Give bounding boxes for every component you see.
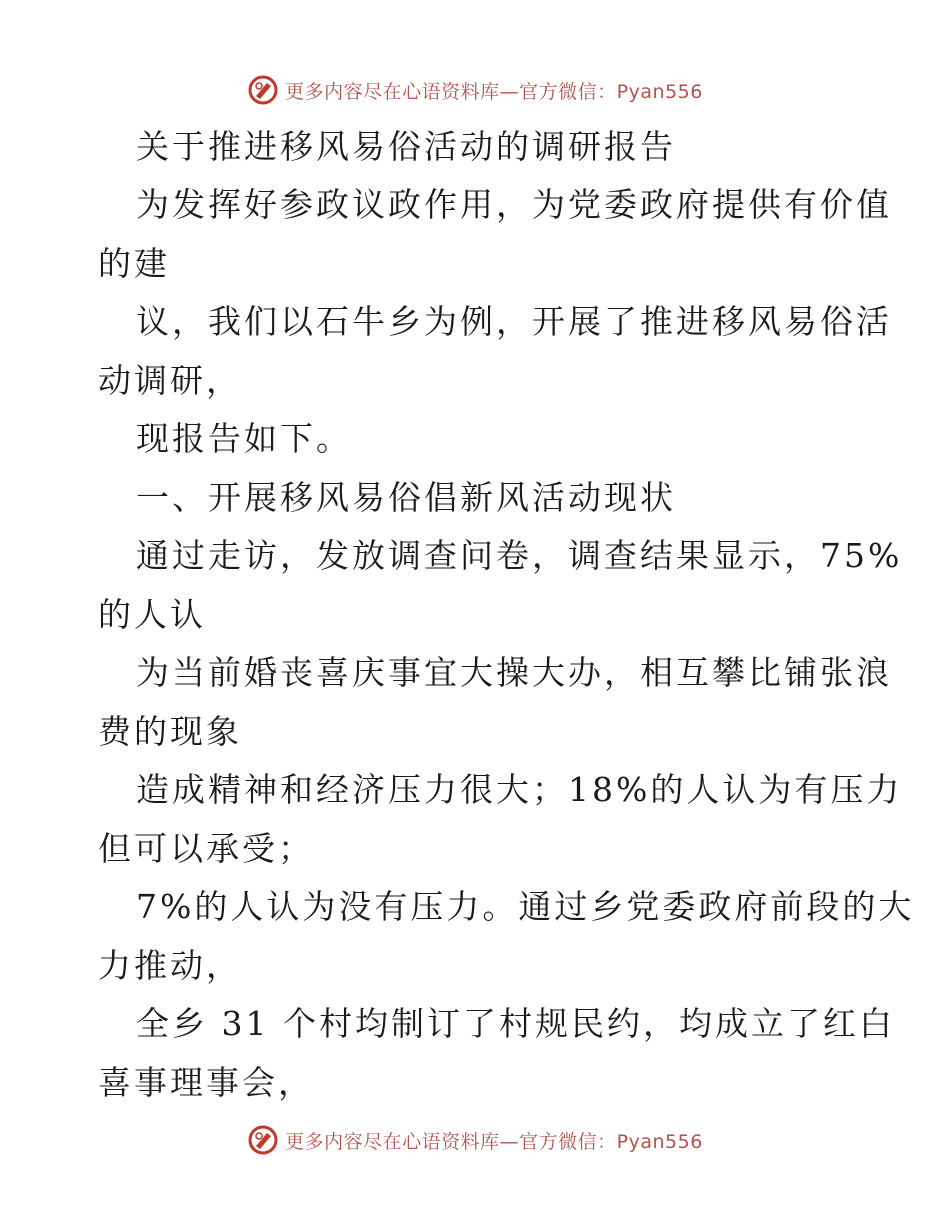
doc-title: 关于推进移风易俗活动的调研报告 — [136, 127, 676, 166]
doc-line: 但可以承受； — [98, 829, 314, 868]
doc-line: 现报告如下。 — [136, 419, 352, 458]
doc-line: 的建 — [98, 244, 170, 283]
brand-logo-icon — [247, 1124, 279, 1156]
watermark-footer — [0, 1120, 950, 1160]
doc-line: 全乡 31 个村均制订了村规民约，均成立了红白 — [136, 1004, 895, 1043]
doc-line: 费的现象 — [98, 712, 242, 751]
doc-line: 的人认 — [98, 595, 206, 634]
doc-line: 力推动， — [98, 946, 242, 985]
doc-line: 造成精神和经济压力很大；18%的人认为有压力 — [136, 770, 903, 809]
doc-line: 7%的人认为没有压力。通过乡党委政府前段的大 — [136, 887, 915, 926]
doc-line: 通过走访，发放调查问卷，调查结果显示，75% — [136, 536, 903, 575]
brand-logo-icon — [247, 74, 279, 106]
doc-line: 议，我们以石牛乡为例，开展了推进移风易俗活 — [136, 302, 892, 341]
doc-line: 动调研， — [98, 361, 242, 400]
doc-line: 为当前婚丧喜庆事宜大操大办，相互攀比铺张浪 — [136, 653, 892, 692]
watermark-text: 更多内容尽在心语资料库—官方微信：Pyan556 — [285, 80, 703, 103]
watermark-header — [0, 70, 950, 110]
watermark-text: 更多内容尽在心语资料库—官方微信：Pyan556 — [285, 1130, 703, 1153]
doc-line: 为发挥好参政议政作用，为党委政府提供有价值 — [136, 185, 892, 224]
doc-section-heading: 一、开展移风易俗倡新风活动现状 — [136, 478, 676, 517]
doc-line: 喜事理事会， — [98, 1063, 314, 1102]
